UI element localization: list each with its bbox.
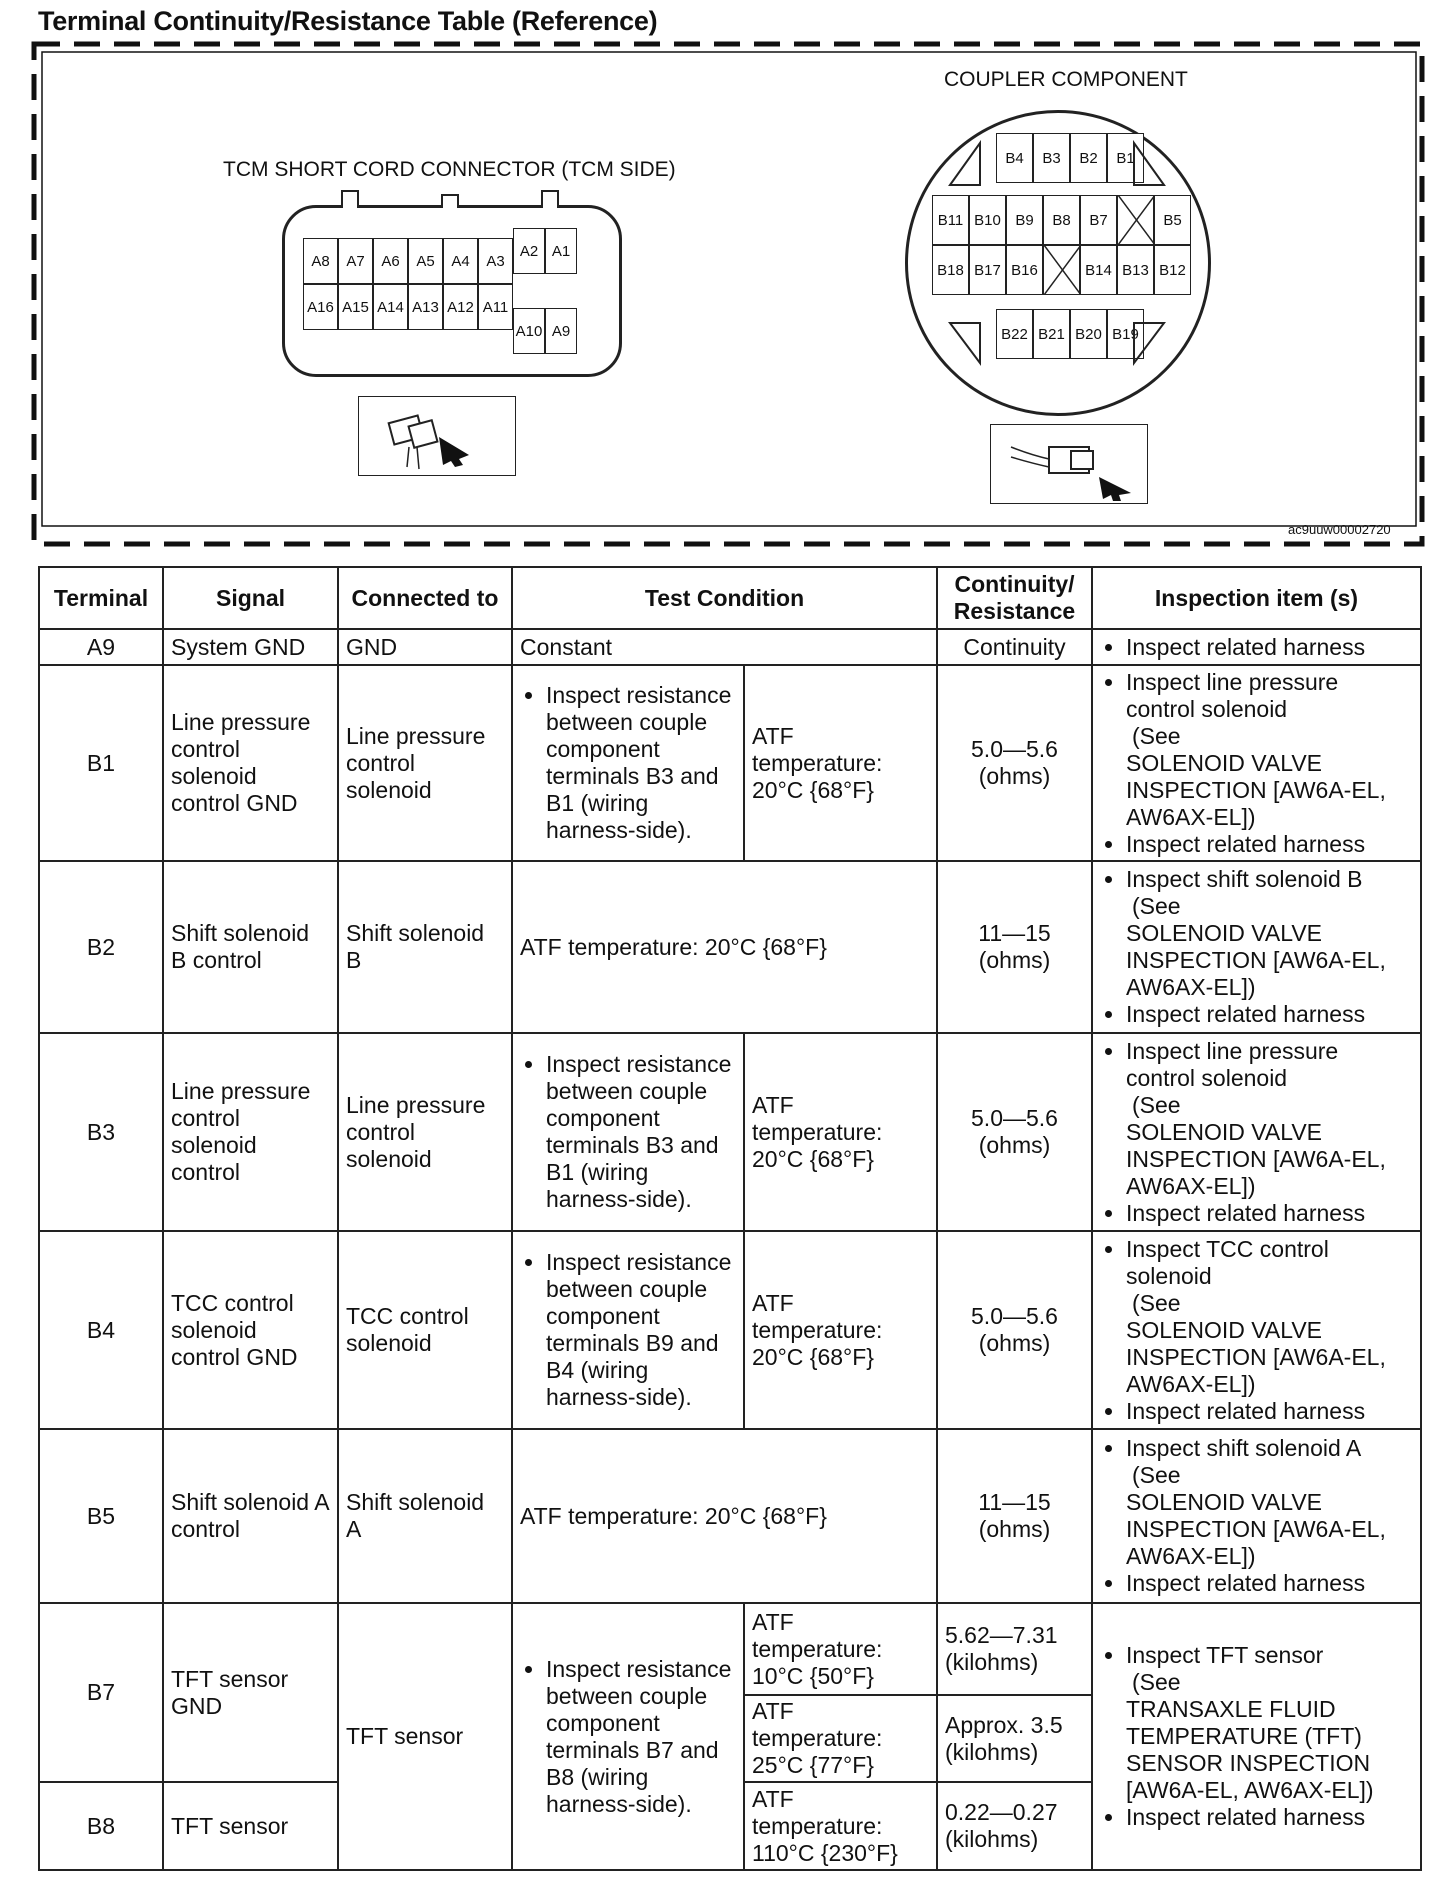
inspection-item: • Inspect shift solenoid B (See SOLENOID VALVE INSPECTION [AW6A-EL, AW6AX-EL])	[1126, 866, 1413, 1001]
header-continuity: Continuity/ Resistance	[937, 567, 1092, 629]
terminal-pin-a8: A8	[303, 238, 338, 284]
terminal-cell: B2	[39, 861, 163, 1033]
table-header-row	[39, 567, 1421, 629]
inspection-cell	[1092, 1033, 1421, 1231]
terminal-cell: B1	[39, 665, 163, 861]
terminal-pin-a11: A11	[478, 284, 513, 330]
inspection-item: • Inspect shift solenoid A (See SOLENOID VALVE INSPECTION [AW6A-EL, AW6AX-EL])	[1126, 1435, 1413, 1570]
table-row-b4	[39, 1231, 1421, 1429]
page-title: Terminal Continuity/Resistance Table (Reference)	[38, 6, 658, 36]
terminal-pin-a13: A13	[408, 284, 443, 330]
terminal-pin-b11: B11	[932, 195, 969, 245]
inspection-cell	[1092, 1429, 1421, 1603]
condition-cell: ATF temperature: 110°C {230°F}	[744, 1782, 937, 1870]
diagram-frame-border	[30, 40, 1426, 550]
tcm-connector	[282, 205, 622, 377]
value-cell: 5.0—5.6 (ohms)	[937, 1033, 1092, 1231]
condition-cell: ATF temperature: 20°C {68°F}	[744, 1033, 937, 1231]
inspection-item: • Inspect related harness	[1126, 1804, 1413, 1831]
signal-cell: Shift solenoid B control	[163, 861, 338, 1033]
test-cell: ATF temperature: 20°C {68°F}	[512, 861, 937, 1033]
see-reference: (See	[1132, 1289, 1181, 1316]
connected-cell: TCC control solenoid	[338, 1231, 512, 1429]
terminal-pin-a1: A1	[545, 228, 577, 274]
connected-cell: GND	[338, 629, 512, 665]
tcm-view-icon	[358, 396, 516, 476]
terminal-pin-b10: B10	[969, 195, 1006, 245]
connected-cell: Shift solenoid B	[338, 861, 512, 1033]
signal-cell: TFT sensor	[163, 1782, 338, 1870]
test-cell	[512, 665, 744, 861]
test-cell: ATF temperature: 20°C {68°F}	[512, 1429, 937, 1603]
terminal-pin-a2: A2	[513, 228, 545, 274]
header-terminal: Terminal	[39, 567, 163, 629]
signal-cell: TFT sensor GND	[163, 1603, 338, 1782]
terminal-cell: B3	[39, 1033, 163, 1231]
condition-cell: ATF temperature: 20°C {68°F}	[744, 1231, 937, 1429]
terminal-pin-b19: B19	[1107, 309, 1144, 359]
inspection-item: • Inspect TFT sensor (See TRANSAXLE FLUID TEMPERATURE (TFT) SENSOR INSPECTION [AW6A-EL, AW6AX-EL])	[1126, 1642, 1413, 1804]
inspection-item: • Inspect related harness	[1126, 1570, 1413, 1597]
header-connected-to: Connected to	[338, 567, 512, 629]
coupler-component	[905, 110, 1211, 416]
terminal-cell: A9	[39, 629, 163, 665]
connected-cell: Line pressure control solenoid	[338, 1033, 512, 1231]
terminal-pin-b8: B8	[1043, 195, 1080, 245]
table-row-b5	[39, 1429, 1421, 1603]
value-cell: 5.62—7.31 (kilohms)	[937, 1603, 1092, 1695]
table-row-b7	[39, 1603, 1421, 1695]
condition-cell: ATF temperature: 10°C {50°F}	[744, 1603, 937, 1695]
terminal-pin-a12: A12	[443, 284, 478, 330]
reference-link[interactable]: TRANSAXLE FLUID TEMPERATURE (TFT) SENSOR INSPECTION [AW6A-EL, AW6AX-EL])	[1126, 1696, 1374, 1803]
terminal-cell: B4	[39, 1231, 163, 1429]
inspection-cell	[1092, 1603, 1421, 1870]
value-cell: 11—15 (ohms)	[937, 861, 1092, 1033]
terminal-pin-b2: B2	[1070, 133, 1107, 183]
test-cell	[512, 1033, 744, 1231]
terminal-pin-a14: A14	[373, 284, 408, 330]
terminal-pin-a15: A15	[338, 284, 373, 330]
terminal-pin-b14: B14	[1080, 245, 1117, 295]
see-reference: (See	[1132, 893, 1181, 919]
inspection-item: • Inspect related harness	[1126, 1001, 1413, 1028]
test-cell: Constant	[512, 629, 937, 665]
terminal-pin-a4: A4	[443, 238, 478, 284]
terminal-pin-b9: B9	[1006, 195, 1043, 245]
value-cell: Approx. 3.5 (kilohms)	[937, 1695, 1092, 1782]
terminal-pin-b18: B18	[932, 245, 969, 295]
terminal-pin-a16: A16	[303, 284, 338, 330]
terminal-pin-b21: B21	[1033, 309, 1070, 359]
continuity-resistance-table	[38, 566, 1422, 1871]
inspection-item: • Inspect related harness	[1126, 634, 1413, 661]
connector-diagram	[30, 40, 1426, 550]
terminal-pin-b5: B5	[1154, 195, 1191, 245]
terminal-pin-b16: B16	[1006, 245, 1043, 295]
table-row-b1	[39, 665, 1421, 861]
tcm-connector-label: TCM SHORT CORD CONNECTOR (TCM SIDE)	[223, 158, 676, 181]
inspection-item: • Inspect related harness	[1126, 831, 1413, 858]
connected-cell: Shift solenoid A	[338, 1429, 512, 1603]
test-item: • Inspect resistance between couple component terminals B3 and B1 (wiring harness-side).	[546, 1051, 736, 1213]
signal-cell: TCC control solenoid control GND	[163, 1231, 338, 1429]
value-cell: 5.0—5.6 (ohms)	[937, 1231, 1092, 1429]
inspection-item: • Inspect related harness	[1126, 1398, 1413, 1425]
condition-cell: ATF temperature: 25°C {77°F}	[744, 1695, 937, 1782]
signal-cell: System GND	[163, 629, 338, 665]
reference-link[interactable]: SOLENOID VALVE INSPECTION [AW6A-EL, AW6AX-EL])	[1126, 1489, 1386, 1569]
reference-link[interactable]: SOLENOID VALVE INSPECTION [AW6A-EL, AW6AX-EL])	[1126, 1118, 1386, 1199]
inspection-cell	[1092, 861, 1421, 1033]
signal-cell: Shift solenoid A control	[163, 1429, 338, 1603]
condition-cell: ATF temperature: 20°C {68°F}	[744, 665, 937, 861]
connected-cell: Line pressure control solenoid	[338, 665, 512, 861]
reference-link[interactable]: SOLENOID VALVE INSPECTION [AW6A-EL, AW6AX-EL])	[1126, 749, 1386, 830]
test-item: • Inspect resistance between couple component terminals B3 and B1 (wiring harness-side).	[546, 682, 736, 844]
terminal-pin-a6: A6	[373, 238, 408, 284]
test-item: • Inspect resistance between couple component terminals B9 and B4 (wiring harness-side).	[546, 1249, 736, 1411]
terminal-pin-b7: B7	[1080, 195, 1117, 245]
inspection-item: • Inspect TCC control solenoid (See SOLENOID VALVE INSPECTION [AW6A-EL, AW6AX-EL])	[1126, 1236, 1413, 1398]
reference-link[interactable]: SOLENOID VALVE INSPECTION [AW6A-EL, AW6AX-EL])	[1126, 1316, 1386, 1397]
header-test-condition: Test Condition	[512, 567, 937, 629]
coupler-component-label: COUPLER COMPONENT	[944, 68, 1188, 91]
terminal-pin-b13: B13	[1117, 245, 1154, 295]
value-cell: 0.22—0.27 (kilohms)	[937, 1782, 1092, 1870]
terminal-pin-b20: B20	[1070, 309, 1107, 359]
figure-id: ac9uuw00002720	[1288, 522, 1391, 537]
terminal-pin-a9: A9	[545, 308, 577, 354]
reference-link[interactable]: SOLENOID VALVE INSPECTION [AW6A-EL, AW6AX-EL])	[1126, 920, 1386, 1000]
coupler-view-icon	[990, 424, 1148, 504]
test-cell	[512, 1603, 744, 1870]
test-item: • Inspect resistance between couple component terminals B7 and B8 (wiring harness-side).	[546, 1656, 736, 1818]
table-row-a9	[39, 629, 1421, 665]
see-reference: (See	[1132, 722, 1181, 749]
value-cell: 11—15 (ohms)	[937, 1429, 1092, 1603]
terminal-pin-b1: B1	[1107, 133, 1144, 183]
see-reference: (See	[1132, 1462, 1181, 1488]
value-cell: 5.0—5.6 (ohms)	[937, 665, 1092, 861]
terminal-pin-a3: A3	[478, 238, 513, 284]
terminal-pin-b3: B3	[1033, 133, 1070, 183]
table-row-b2	[39, 861, 1421, 1033]
value-cell: Continuity	[937, 629, 1092, 665]
signal-cell: Line pressure control solenoid control	[163, 1033, 338, 1231]
inspection-cell	[1092, 629, 1421, 665]
terminal-pin-a7: A7	[338, 238, 373, 284]
terminal-pin-b12: B12	[1154, 245, 1191, 295]
inspection-cell	[1092, 665, 1421, 861]
signal-cell: Line pressure control solenoid control GND	[163, 665, 338, 861]
inspection-item: • Inspect related harness	[1126, 1200, 1413, 1227]
terminal-cell: B5	[39, 1429, 163, 1603]
inspection-item: • Inspect line pressure control solenoid (See SOLENOID VALVE INSPECTION [AW6A-EL, AW6AX-EL])	[1126, 669, 1413, 831]
table-row-b3	[39, 1033, 1421, 1231]
terminal-pin-a10: A10	[513, 308, 545, 354]
terminal-cell: B8	[39, 1782, 163, 1870]
terminal-pin-b4: B4	[996, 133, 1033, 183]
see-reference: (See	[1132, 1669, 1181, 1695]
inspection-cell	[1092, 1231, 1421, 1429]
test-cell	[512, 1231, 744, 1429]
header-signal: Signal	[163, 567, 338, 629]
see-reference: (See	[1132, 1091, 1181, 1118]
inspection-item: • Inspect line pressure control solenoid (See SOLENOID VALVE INSPECTION [AW6A-EL, AW6AX-EL])	[1126, 1038, 1413, 1200]
terminal-cell: B7	[39, 1603, 163, 1782]
terminal-pin-a5: A5	[408, 238, 443, 284]
header-inspection: Inspection item (s)	[1092, 567, 1421, 629]
coupler-key-triangles	[908, 113, 1208, 413]
connected-cell: TFT sensor	[338, 1603, 512, 1870]
terminal-pin-b17: B17	[969, 245, 1006, 295]
terminal-pin-b22: B22	[996, 309, 1033, 359]
